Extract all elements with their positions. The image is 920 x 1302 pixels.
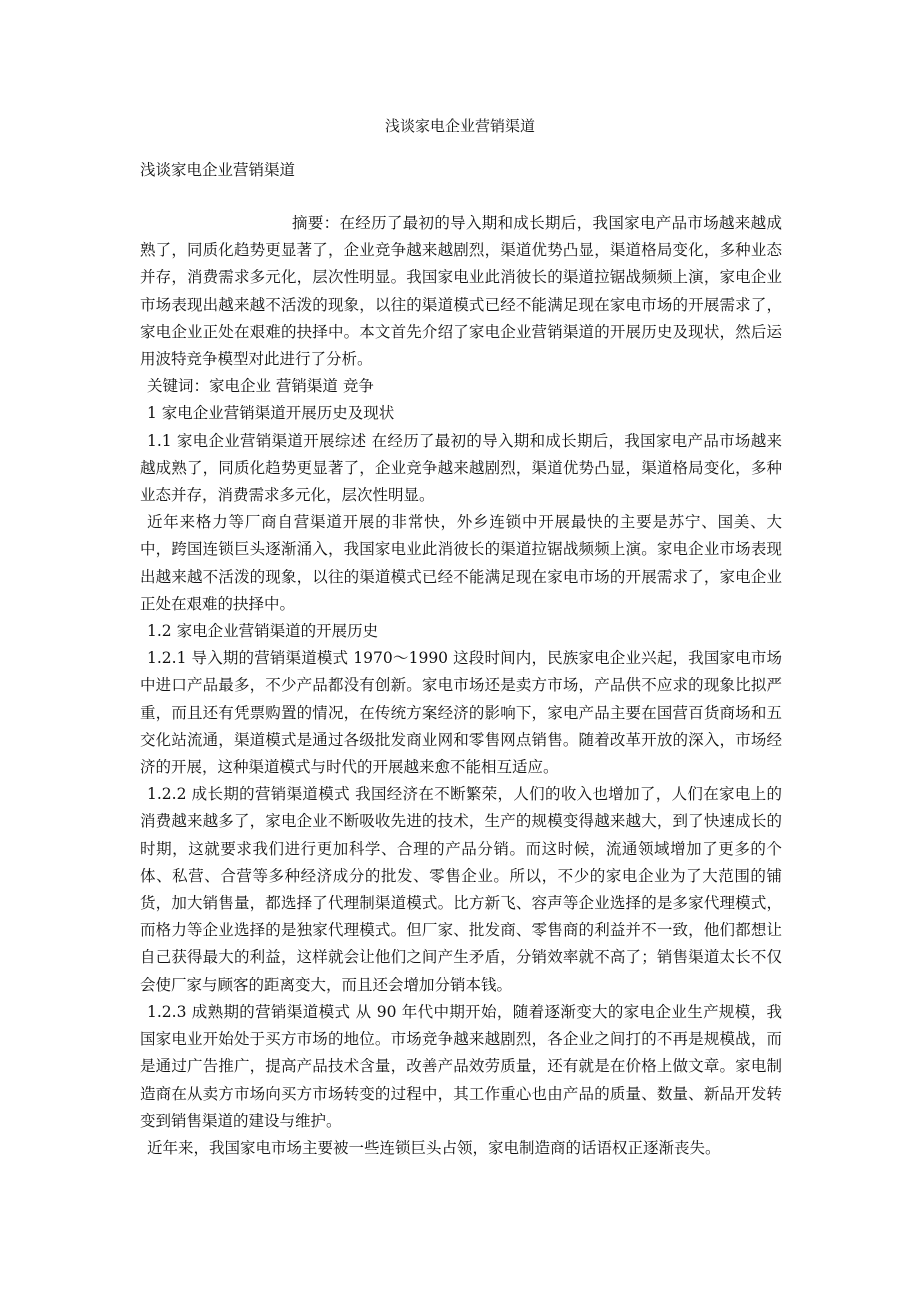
closing-paragraph: 近年来，我国家电市场主要被一些连锁巨头占领，家电制造商的话语权正逐渐丧失。 — [147, 1138, 721, 1157]
section-1-heading: 1 家电企业营销渠道开展历史及现状 — [147, 404, 395, 423]
abstract-paragraph: 摘要：在经历了最初的导入期和成长期后，我国家电产品市场越来越成熟了，同质化趋势更显著了，企业竞争越来越剧烈，渠道优势凸显，渠道格局变化，多种业态并存，消费需求多元化，层次性明显。我国家电业此消彼长的渠道拉锯战频频上演，家电企业市场表现出越来越不活泼的现象，以往的渠道模式已经不能满足现在家电市场的开展需求了，家电企业正处在艰难的抉择中。本文首先介绍了家电企业营销渠道的开展历史及现状，然后运用波特竞争模型对此进行了分析。 — [140, 214, 782, 369]
section-1-1-paragraph: 1.1 家电企业营销渠道开展综述 在经历了最初的导入期和成长期后，我国家电产品市场越来越成熟了，同质化趋势更显著了，企业竞争越来越剧烈，渠道优势凸显，渠道格局变化，多种业态并存，消费需求多元化，层次性明显。 — [140, 431, 782, 505]
section-1-2-2-paragraph: 1.2.2 成长期的营销渠道模式 我国经济在不断繁荣，人们的收入也增加了，人们在家电上的消费越来越多了，家电企业不断吸收先进的技术，生产的规模变得越来越大，到了快速成长的时期，这就要求我们进行更加科学、合理的产品分销。而这时候，流通领域增加了更多的个体、私营、合营等多种经济成分的批发、零售企业。所以，不少的家电企业为了大范围的铺货，加大销售量，都选择了代理制渠道模式。比方新飞、容声等企业选择的是多家代理模式，而格力等企业选择的是独家代理模式。但厂家、批发商、零售商的利益并不一致，他们都想让自己获得最大的利益，这样就会让他们之间产生矛盾，分销效率就不高了；销售渠道太长不仅会使厂家与顾客的距离变大，而且还会增加分销本钱。 — [140, 785, 782, 994]
section-1-2-3-paragraph: 1.2.3 成熟期的营销渠道模式 从 90 年代中期开始，随着逐渐变大的家电企业生产规模，我国家电业开始处于买方市场的地位。市场竞争越来越剧烈，各企业之间打的不再是规模战，而是通过广告推广，提高产品技术含量，改善产品效劳质量，还有就是在价格上做文章。家电制造商在从卖方市场向买方市场转变的过程中，其工作重心也由产品的质量、数量、新品开发转变到销售渠道的建设与维护。 — [140, 1002, 782, 1130]
section-1-2-heading: 1.2 家电企业营销渠道的开展历史 — [147, 622, 379, 641]
document-body — [140, 210, 782, 1162]
document-subtitle: 浅谈家电企业营销渠道 — [140, 161, 296, 179]
recent-years-paragraph: 近年来格力等厂商自营渠道开展的非常快，外乡连锁中开展最快的主要是苏宁、国美、大中，跨国连锁巨头逐渐涌入，我国家电业此消彼长的渠道拉锯战频频上演。家电企业市场表现出越来越不活泼的现象，以往的渠道模式已经不能满足现在家电市场的开展需求了，家电企业正处在艰难的抉择中。 — [140, 513, 782, 613]
keywords-line: 关键词：家电企业 营销渠道 竞争 — [147, 377, 374, 396]
document-title: 浅谈家电企业营销渠道 — [384, 117, 535, 135]
section-1-2-1-paragraph: 1.2.1 导入期的营销渠道模式 1970～1990 这段时间内，民族家电企业兴起，我国家电市场中进口产品最多，不少产品都没有创新。家电市场还是卖方市场，产品供不应求的现象比拟严重，而且还有凭票购置的情况，在传统方案经济的影响下，家电产品主要在国营百货商场和五交化站流通，渠道模式是通过各级批发商业网和零售网点销售。随着改革开放的深入，市场经济的开展，这种渠道模式与时代的开展越来愈不能相互适应。 — [140, 649, 782, 777]
